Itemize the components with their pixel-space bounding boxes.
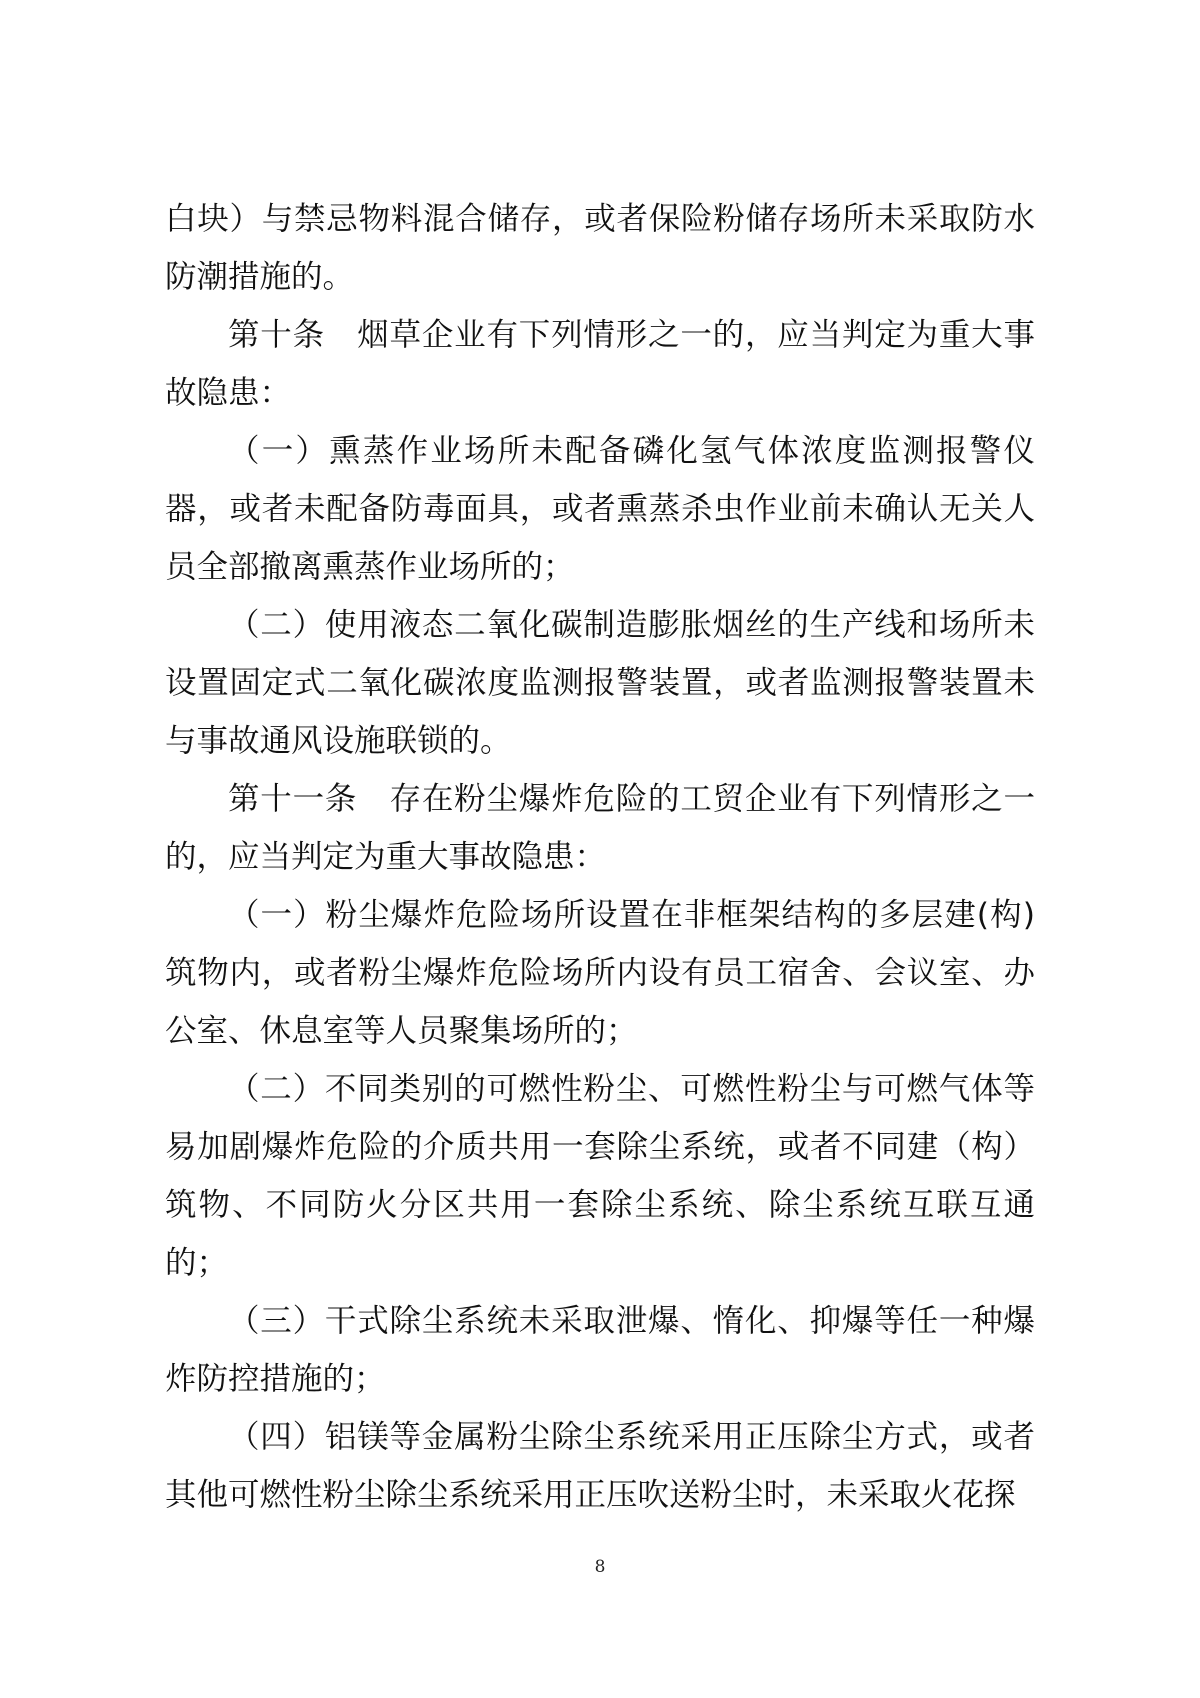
page-number: 8 bbox=[594, 1557, 606, 1577]
article-11-item-3: （三）干式除尘系统未采取泄爆、惰化、抑爆等任一种爆炸防控措施的； bbox=[165, 1303, 1035, 1397]
paragraph-continuation: 白块）与禁忌物料混合储存，或者保险粉储存场所未采取防水防潮措施的。 bbox=[165, 201, 1035, 295]
article-11-item-2: （二）不同类别的可燃性粉尘、可燃性粉尘与可燃气体等易加剧爆炸危险的介质共用一套除尘系统，或者不同建（构）筑物、不同防火分区共用一套除尘系统、除尘系统互联互通的； bbox=[165, 1071, 1035, 1281]
article-10-item-2: （二）使用液态二氧化碳制造膨胀烟丝的生产线和场所未设置固定式二氧化碳浓度监测报警装置，或者监测报警装置未与事故通风设施联锁的。 bbox=[165, 607, 1035, 759]
document-body bbox=[165, 190, 1035, 1524]
article-10-heading: 第十条 烟草企业有下列情形之一的，应当判定为重大事故隐患： bbox=[165, 317, 1035, 411]
article-11-item-1: （一）粉尘爆炸危险场所设置在非框架结构的多层建(构)筑物内，或者粉尘爆炸危险场所内设有员工宿舍、会议室、办公室、休息室等人员聚集场所的； bbox=[165, 897, 1035, 1049]
article-10-item-1: （一）熏蒸作业场所未配备磷化氢气体浓度监测报警仪器，或者未配备防毒面具，或者熏蒸杀虫作业前未确认无关人员全部撤离熏蒸作业场所的； bbox=[165, 433, 1035, 585]
article-11-heading: 第十一条 存在粉尘爆炸危险的工贸企业有下列情形之一的，应当判定为重大事故隐患： bbox=[165, 781, 1035, 875]
article-11-item-4: （四）铝镁等金属粉尘除尘系统采用正压除尘方式，或者其他可燃性粉尘除尘系统采用正压吹送粉尘时，未采取火花探 bbox=[165, 1419, 1035, 1513]
